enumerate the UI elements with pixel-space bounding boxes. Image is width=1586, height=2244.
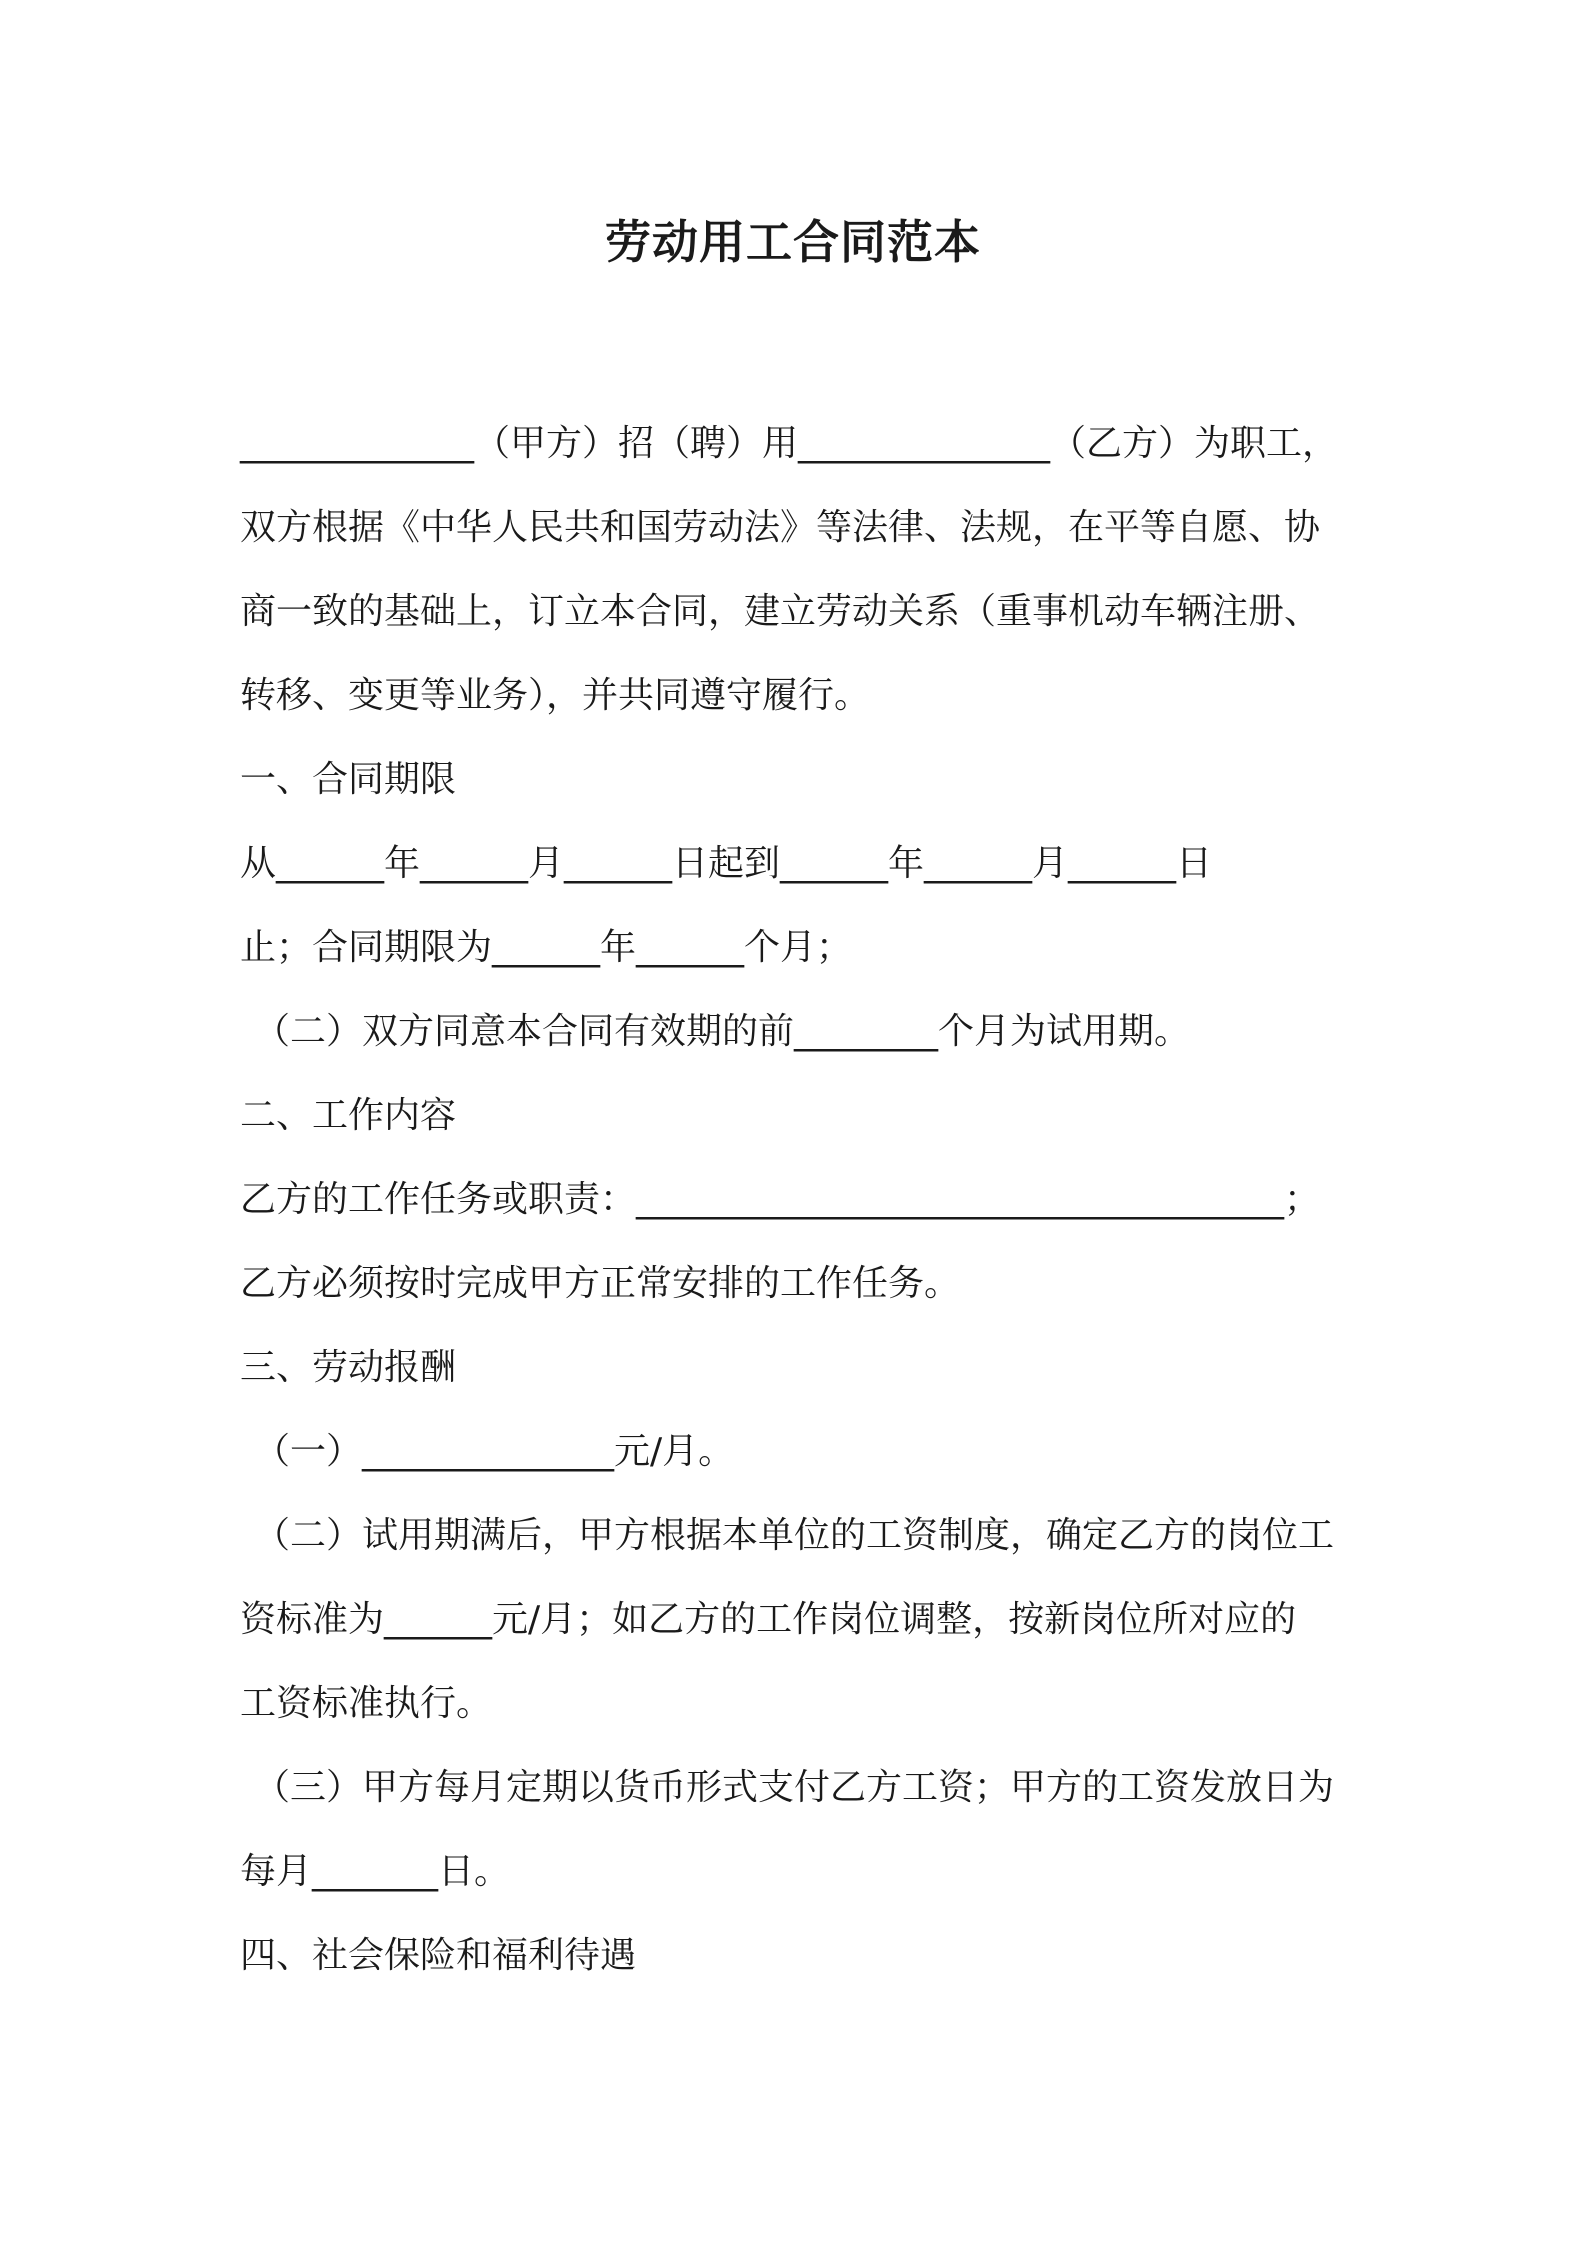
intro-line-4: 转移、变更等业务），并共同遵守履行。: [240, 675, 871, 716]
remuneration-clause-3-line-2: 每月_______日。: [240, 1851, 511, 1892]
probation-clause: （二）双方同意本合同有效期的前________个月为试用期。: [254, 1011, 1191, 1052]
section-heading-social-insurance: 四、社会保险和福利待遇: [240, 1935, 637, 1976]
document-body: [240, 402, 1370, 1998]
remuneration-clause-3-line-1: （三）甲方每月定期以货币形式支付乙方工资；甲方的工资发放日为: [254, 1767, 1335, 1808]
work-completion-line: 乙方必须按时完成甲方正常安排的工作任务。: [240, 1263, 961, 1304]
contract-term-line-2: 止；合同期限为______年______个月；: [240, 927, 853, 968]
remuneration-clause-2-line-3: 工资标准执行。: [240, 1683, 493, 1724]
section-heading-remuneration: 三、劳动报酬: [240, 1347, 457, 1388]
remuneration-clause-2-line-1: （二）试用期满后，甲方根据本单位的工资制度，确定乙方的岗位工: [254, 1515, 1335, 1556]
remuneration-clause-2-line-2: 资标准为______元/月；如乙方的工作岗位调整，按新岗位所对应的: [240, 1599, 1297, 1640]
intro-line-3: 商一致的基础上，订立本合同，建立劳动关系（重事机动车辆注册、: [240, 591, 1321, 632]
section-heading-contract-term: 一、合同期限: [240, 759, 457, 800]
work-duties-line: 乙方的工作任务或职责：____________________________________；: [240, 1179, 1321, 1220]
document-title: 劳动用工合同范本: [605, 215, 981, 269]
intro-line-1: _____________（甲方）招（聘）用______________（乙方）为职工，: [240, 423, 1339, 464]
remuneration-clause-1: （一）______________元/月。: [254, 1431, 735, 1472]
contract-term-line-1: 从______年______月______日起到______年______月______日: [240, 843, 1213, 884]
section-heading-work-content: 二、工作内容: [240, 1095, 457, 1136]
intro-line-2: 双方根据《中华人民共和国劳动法》等法律、法规，在平等自愿、协: [240, 507, 1321, 548]
